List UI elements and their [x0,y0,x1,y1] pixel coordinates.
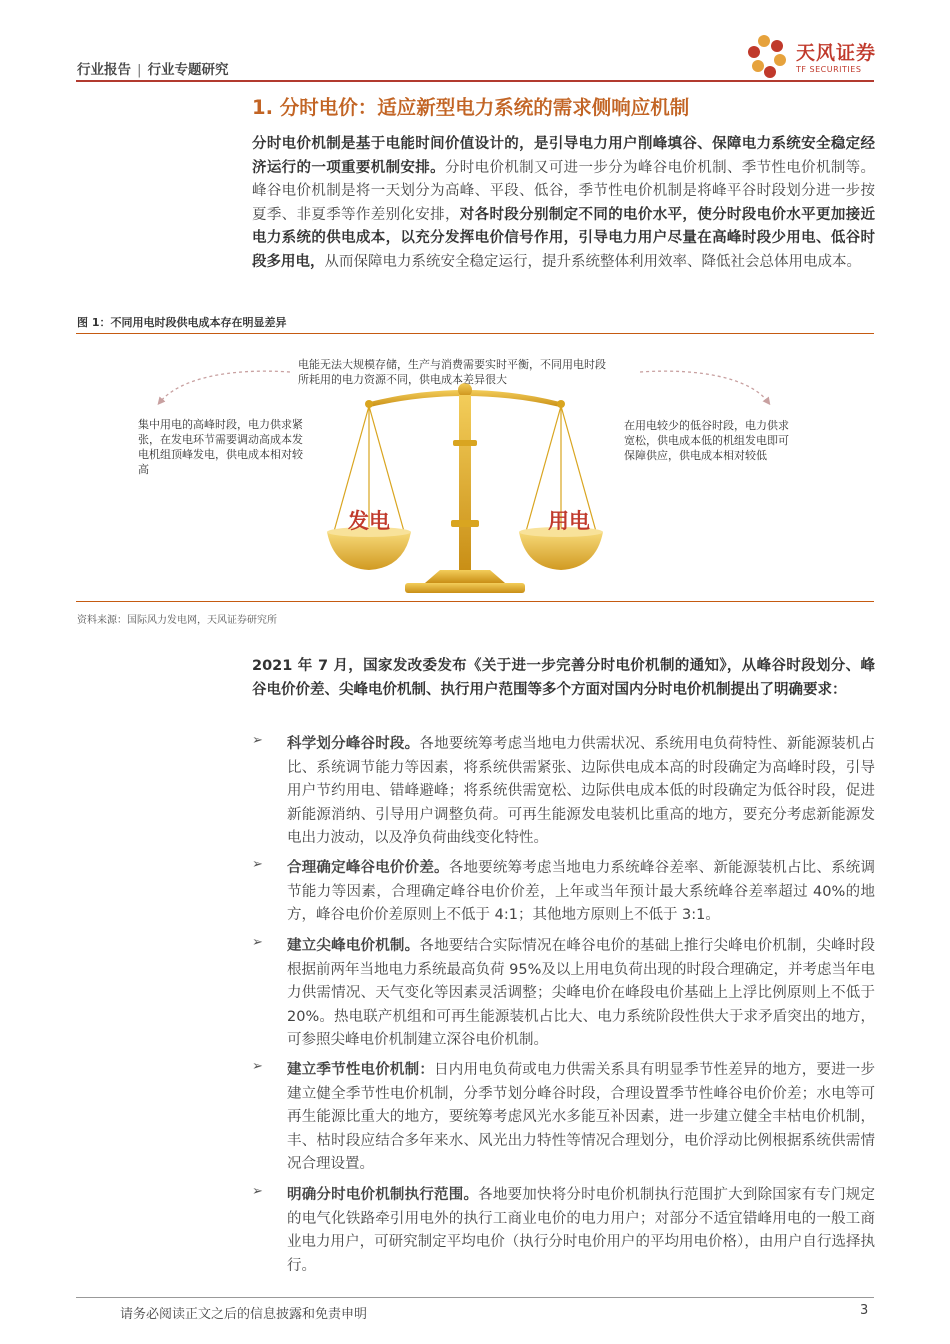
bullet-arrow-icon: ➢ [252,935,263,950]
bullet-title: 建立尖峰电价机制。 [287,938,420,954]
section-title: 1. 分时电价：适应新型电力系统的需求侧响应机制 [252,96,690,119]
left-pan [327,532,411,570]
figure-left-text: 集中用电的高峰时段，电力供求紧张，在发电环节需要调动高成本发电机组顶峰发电，供电成本相对较高 [138,418,303,476]
intro-bold-1: 分时电价机制是基于电能时间价值设计的，是引导电力用户削峰填谷、保障电力系统安全稳定经济运行的一项重要机制安排。 [252,136,875,176]
disclaimer-note: 请务必阅读正文之后的信息披露和免责申明 [120,1307,368,1322]
bullet-title: 明确分时电价机制执行范围。 [287,1187,479,1203]
bullet-arrow-icon: ➢ [252,1059,263,1074]
figure-source: 资料来源：国际风力发电网，天风证券研究所 [77,615,277,626]
scale-pillar [459,395,471,570]
intro-text-2: 从而保障电力系统安全稳定运行，提升系统整体利用效率、降低社会总体用电成本。 [324,253,861,270]
bullet-body [287,935,875,1053]
bullet-body [287,733,875,851]
bullet-text: 各地要加快将分时电价机制执行范围扩大到除国家有专门规定的电气化铁路牵引用电外的执行工商业电价的电力用户；对部分不适宜错峰用电的一般工商业电力用户，可研究制定平均电价（执行分时电价用户的平均用电价格），由用户自行选择执行。 [287,1187,876,1274]
figure-bottom-rule [76,601,874,602]
intro-text-1: 分时电价机制又可进一步分为峰谷电价机制、季节性电价机制等。峰谷电价机制是将一天划分为高峰、平段、低谷，季节性电价机制是将峰平谷时段划分进一步按夏季、非夏季等作差别化安排， [252,159,876,223]
intro-bold-2: 对各时段分别制定不同的电价水平，使分时段电价水平更加接近电力系统的供电成本，以充分发挥电价信号作用，引导电力用户尽量在高峰时段少用电、低谷时段多用电， [252,206,875,270]
footer-divider [76,1297,874,1298]
right-pan-label: 用电 [548,509,590,533]
report-subcategory: 行业专题研究 [147,62,229,78]
bullet-text: 日内用电负荷或电力供需关系具有明显季节性差异的地方，要进一步建立健全季节性电价机制，分季节划分峰谷时段，合理设置季节性峰谷电价价差；水电等可再生能源比重大的地方，要统筹考虑风光水多能互补因素，进一步建立健全丰枯电价机制，丰、枯时段应结合多年来水、风光出力特性等情况合理划分，电价浮动比例根据系统供需情况合理设置。 [287,1062,876,1172]
left-dashed-arrow [160,371,290,402]
breadcrumb-separator: | [137,62,142,78]
bullet-title: 建立季节性电价机制： [287,1062,435,1078]
bullet-text: 各地要统筹考虑当地电力系统峰谷差率、新能源装机占比、系统调节能力等因素，合理确定峰谷电价价差，上年或当年预计最大系统峰谷差率超过 40%的地方，峰谷电价价差原则上不低于 4:1；其他地方原则上不低于 3:1。 [287,860,876,923]
figure-top-line-2: 所耗用的电力资源不同，供电成本差异很大 [298,373,507,386]
logo-subtitle: TF SECURITIES [796,65,862,74]
logo-name: 天风证券 [796,42,877,64]
right-pan [519,532,603,570]
bullet-arrow-icon: ➢ [252,733,263,748]
bullet-title: 合理确定峰谷电价价差。 [287,860,449,876]
page-number: 3 [860,1303,869,1318]
bullet-text: 各地要结合实际情况在峰谷电价的基础上推行尖峰电价机制，尖峰时段根据前两年当地电力系统最高负荷 95%及以上用电负荷出现的时段合理确定，并考虑当年电力供需情况、天气变化等因素灵活调整；尖峰电价在峰段电价基础上上浮比例原则上不低于 20%。热电联产机组和可再生能源装机占比大、电力系统阶段性供大于求矛盾突出的地方，可参照尖峰电价机制建立深谷电价机制。 [287,938,876,1048]
bullet-title: 科学划分峰谷时段。 [287,736,420,752]
bullet-arrow-icon: ➢ [252,857,263,872]
bullet-arrow-icon: ➢ [252,1184,263,1199]
left-pan-label: 发电 [348,509,390,533]
bullet-text: 各地要统筹考虑当地电力供需状况、系统用电负荷特性、新能源装机占比、系统调节能力等因素，将系统供需紧张、边际供电成本高的时段确定为高峰时段，引导用户节约用电、错峰避峰；将系统供需宽松、边际供电成本低的时段确定为低谷时段，促进新能源消纳、引导用户调整负荷。可再生能源发电装机比重高的地方，要充分考虑新能源发电出力波动，以及净负荷曲线变化特性。 [287,736,876,846]
figure-caption: 图 1：不同用电时段供电成本存在明显差异 [77,316,287,329]
right-dashed-arrow [640,371,768,402]
bullet-body [287,1184,875,1278]
figure-top-line-1: 电能无法大规模存储，生产与消费需要实时平衡，不同用电时段 [298,358,606,371]
figure-top-text [298,357,648,387]
balance-scale-illustration [0,0,950,600]
figure-right-text: 在用电较少的低谷时段，电力供求宽松，供电成本低的机组发电即可保障供应，供电成本相对较低 [624,419,789,462]
bullet-body [287,1059,875,1177]
scale-base [405,583,525,593]
bullet-body [287,857,875,928]
policy-intro: 2021 年 7 月，国家发改委发布《关于进一步完善分时电价机制的通知》，从峰谷时段划分、峰谷电价价差、尖峰电价机制、执行用户范围等多个方面对国内分时电价机制提出了明确要求： [252,658,875,698]
report-category: 行业报告 [77,62,131,78]
